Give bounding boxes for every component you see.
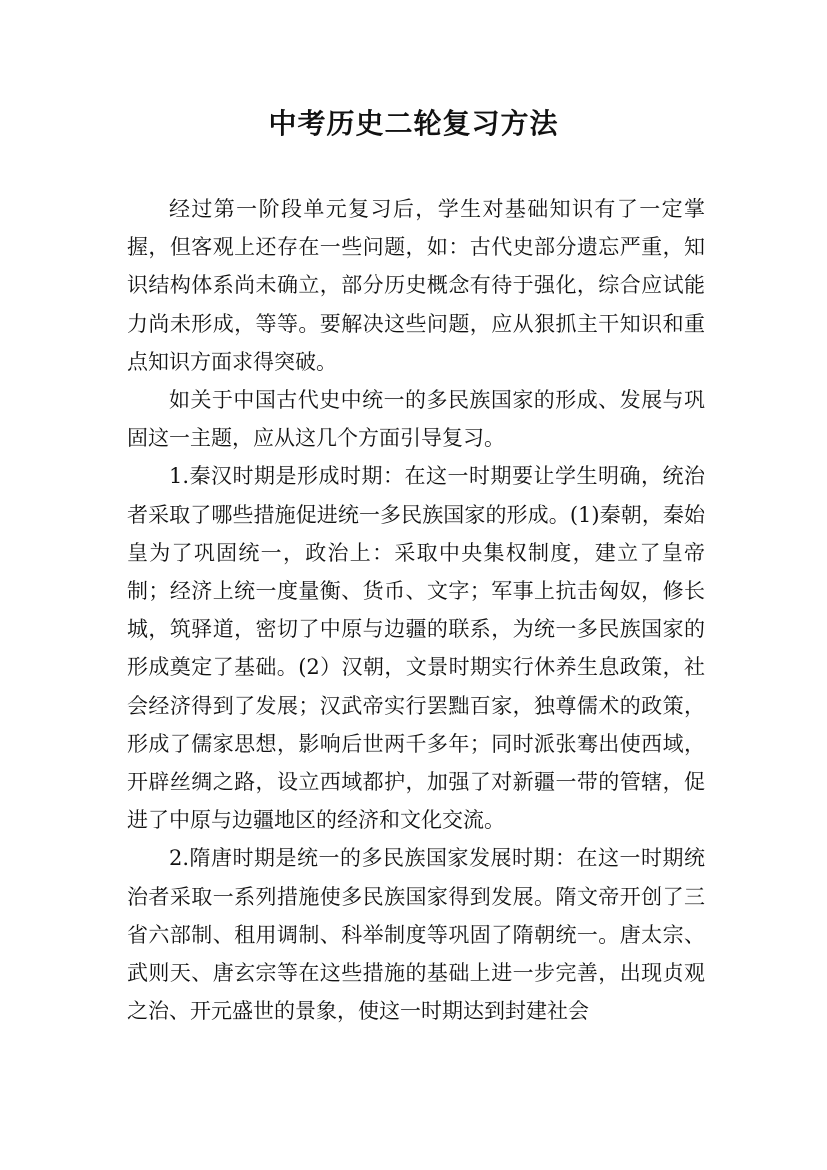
document-title: 中考历史二轮复习方法 (268, 107, 559, 140)
paragraph-intro: 经过第一阶段单元复习后，学生对基础知识有了一定掌握，但客观上还存在一些问题，如：古代史部分遗忘严重，知识结构体系尚未确立，部分历史概念有待于强化，综合应试能力尚未形成，等等。要解决这些问题，应从狠抓主干知识和重点知识方面求得突破。 (127, 197, 705, 374)
paragraph-sui-tang: 2.隋唐时期是统一的多民族国家发展时期：在这一时期统治者采取一系列措施使多民族国家得到发展。隋文帝开创了三省六部制、租用调制、科举制度等巩固了隋朝统一。唐太宗、武则天、唐玄宗等在这些措施的基础上进一步完善，出现贞观之治、开元盛世的景象，使这一时期达到封建社会 (127, 846, 705, 1024)
paragraph-theme: 如关于中国古代史中统一的多民族国家的形成、发展与巩固这一主题，应从这几个方面引导复习。 (127, 388, 705, 451)
document-body (127, 190, 705, 1030)
paragraph-qin-han: 1.秦汉时期是形成时期：在这一时期要让学生明确，统治者采取了哪些措施促进统一多民族国家的形成。(1)秦朝，秦始皇为了巩固统一，政治上：采取中央集权制度，建立了皇帝制；经济上统一度量衡、货币、文字；军事上抗击匈奴，修长城，筑驿道，密切了中原与边疆的联系，为统一多民族国家的形成奠定了基础。(2）汉朝，文景时期实行休养生息政策，社会经济得到了发展；汉武帝实行罢黜百家，独尊儒术的政策，形成了儒家思想，影响后世两千多年；同时派张骞出使西域，开辟丝绸之路，设立西域都护，加强了对新疆一带的管辖，促进了中原与边疆地区的经济和文化交流。 (127, 464, 705, 833)
